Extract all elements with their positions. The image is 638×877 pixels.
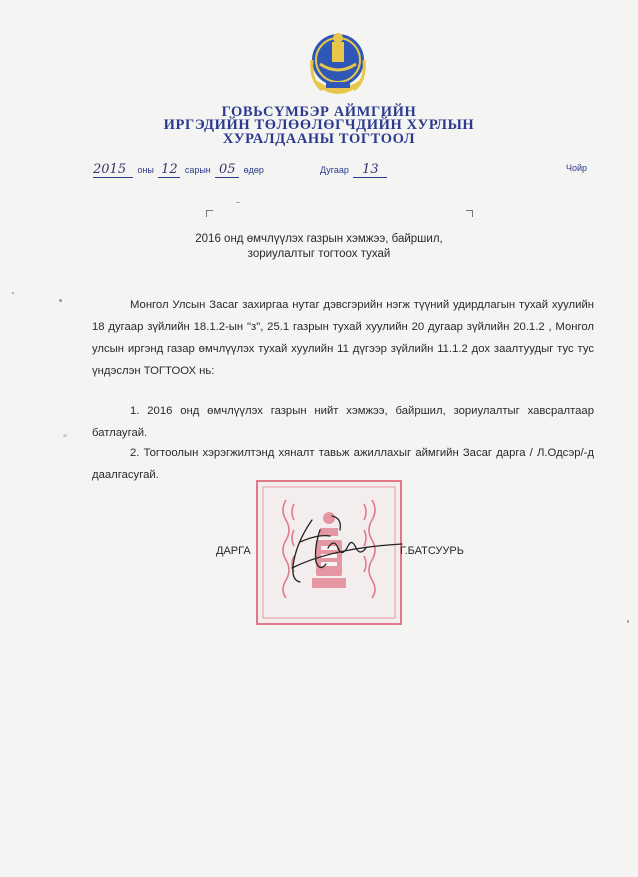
- date-year: 2015: [93, 162, 133, 178]
- date-day: 05: [215, 162, 239, 178]
- scan-speck: [63, 434, 67, 437]
- body-item-1: 1. 2016 онд өмчлүүлэх газрын нийт хэмжээ, байршил, зориулалтыг хавсралтаар батлаугай.: [92, 405, 594, 439]
- subject-line-1: 2016 онд өмчлүүлэх газрын хэмжээ, байршил,: [195, 233, 443, 245]
- date-field: [93, 160, 264, 178]
- scan-speck: [236, 202, 240, 203]
- handwritten-signature-icon: [272, 508, 412, 588]
- header-line-1: ГОВЬСҮМБЭР АЙМГИЙН: [221, 104, 417, 120]
- date-year-suffix: оны: [137, 165, 154, 175]
- signature-title: ДАРГА: [216, 545, 251, 557]
- body-preamble: Монгол Улсын Засаг захиргаа нутаг дэвсгэрийн нэгж түүний удирдлагын тухай хуулийн 18 дугаар зүйлийн 18.1.2-ын "з", 25.1 газрын тухай хуулийн 20 дугаар зүйлийн 20.1.2 , Монгол улсын иргэнд газар өмчлүүлэх тухай хуулийн 11 дүгээр зүйлийн 11.1.2 дох заалтуудыг тус тус үндэслэн ТОГТООХ нь:: [92, 299, 594, 377]
- number-field: [320, 160, 387, 178]
- subject-line-2: зориулалтыг тогтоох тухай: [247, 248, 391, 260]
- date-month-suffix: сарын: [184, 165, 211, 175]
- number-label: Дугаар: [320, 165, 349, 175]
- header-line-3: ХУРАЛДААНЫ ТОГТООЛ: [222, 131, 416, 147]
- scan-speck: [12, 292, 14, 294]
- subject-corner-right: [466, 210, 473, 217]
- date-day-suffix: өдөр: [243, 165, 264, 175]
- signature-name: Г.БАТСУУРЬ: [400, 545, 464, 557]
- scan-speck: [627, 620, 629, 623]
- state-emblem-icon: [302, 20, 374, 100]
- header-line-2: ИРГЭДИЙН ТӨЛӨӨЛӨГЧДИЙН ХУРЛЫН: [163, 117, 475, 133]
- body-item-2: 2. Тогтоолын хэрэгжилтэнд хяналт тавьж ажиллахыг аймгийн Засаг дарга / Л.Одсэр/-д даалгасугай.: [92, 447, 594, 481]
- place-name: Чойр: [566, 163, 588, 173]
- scan-speck: [59, 299, 62, 302]
- number-value: 13: [353, 162, 387, 178]
- date-month: 12: [158, 162, 180, 178]
- subject-corner-left: [206, 210, 213, 217]
